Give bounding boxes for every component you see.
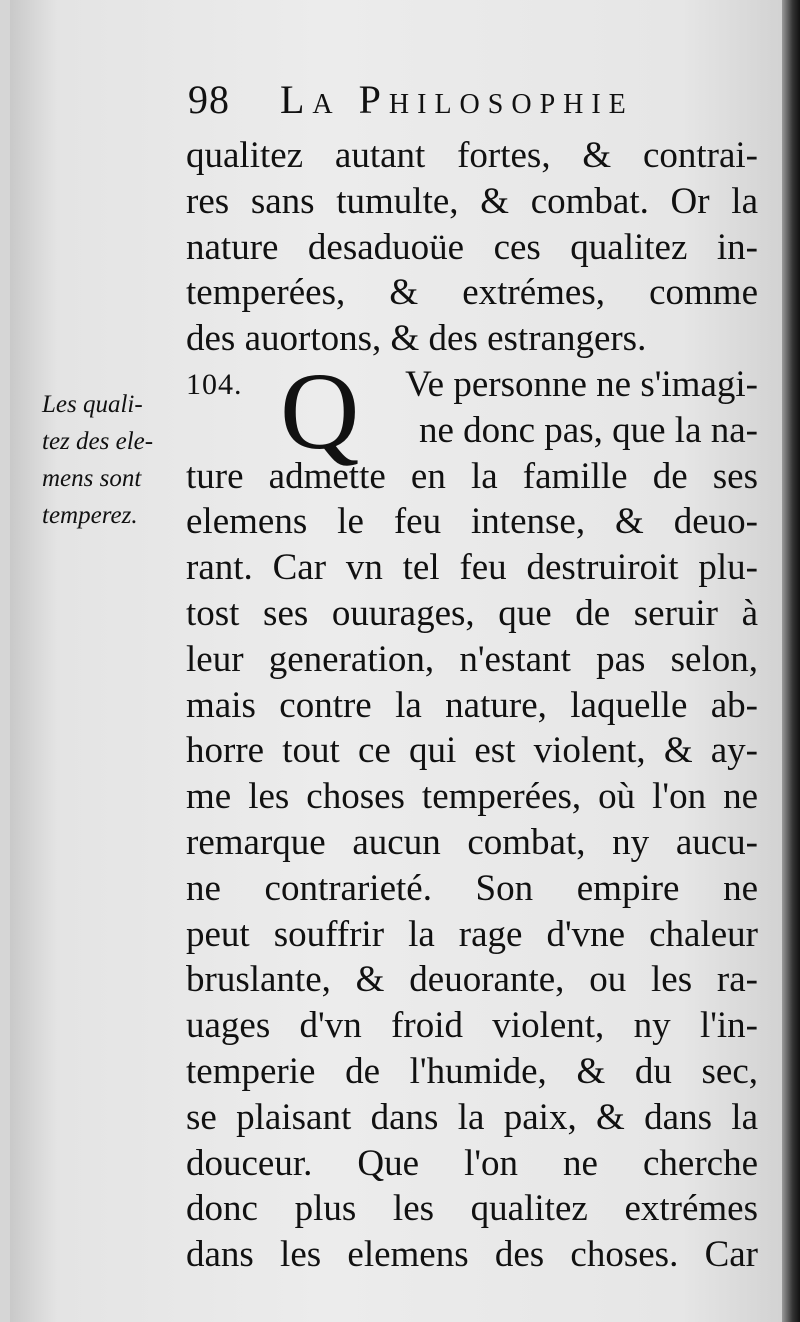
text-line: bruslante, & deuorante, ou les ra- [186,959,758,1001]
text-line: leur generation, n'estant pas selon, [186,638,758,680]
text-line: qualitez autant fortes, & contrai- [186,135,758,176]
drop-cap: Q [280,350,360,472]
text-line: Ve personne ne s'imagi- [405,363,758,405]
text-line: peut souffrir la rage d'vne chaleur [186,913,758,955]
body-text [186,133,758,1278]
text-line: horre tout ce qui est violent, & ay- [186,730,758,772]
page-header [188,76,748,126]
text-line: se plaisant dans la paix, & dans la [186,1096,758,1138]
text-line: ture admette en la famille de ses [186,455,758,497]
paragraph-number: 104. [186,367,243,401]
paragraph-start-line [186,362,758,408]
text-line: ne donc pas, que la na- [418,409,758,451]
text-line: donc plus les qualitez extrémes [186,1188,758,1230]
margin-note-line: temperez. [42,502,138,529]
margin-note-line: Les quali- [42,391,143,418]
text-line: res sans tumulte, & combat. Or la [186,180,758,222]
text-line: tost ses ouurages, que de seruir à [186,592,758,634]
text-line: temperées, & extrémes, comme [186,272,758,314]
page-edge-shadow [782,0,800,1322]
running-title: La Philosophie [280,77,634,122]
text-line: nature desaduoüe ces qualitez in- [186,226,758,268]
margin-note-line: mens sont [42,465,142,492]
page-number: 98 [188,77,230,122]
text-line: des auortons, & des estrangers. [186,318,647,360]
text-line: me les choses temperées, où l'on ne [186,776,758,818]
text-line: dans les elemens des choses. Car [186,1234,758,1276]
text-line: mais contre la nature, laquelle ab- [186,684,758,726]
margin-note-line: tez des ele- [42,428,154,455]
text-line: ne contrarieté. Son empire ne [186,867,758,909]
text-line: temperie de l'humide, & du sec, [186,1050,758,1092]
text-line: remarque aucun combat, ny aucu- [186,821,758,863]
text-line: douceur. Que l'on ne cherche [186,1142,758,1184]
text-line: elemens le feu intense, & deuo- [186,501,758,543]
text-line: uages d'vn froid violent, ny l'in- [186,1005,758,1047]
text-line-dropcap [186,408,758,454]
text-line: rant. Car vn tel feu destruiroit plu- [186,547,758,589]
margin-note [42,386,192,534]
